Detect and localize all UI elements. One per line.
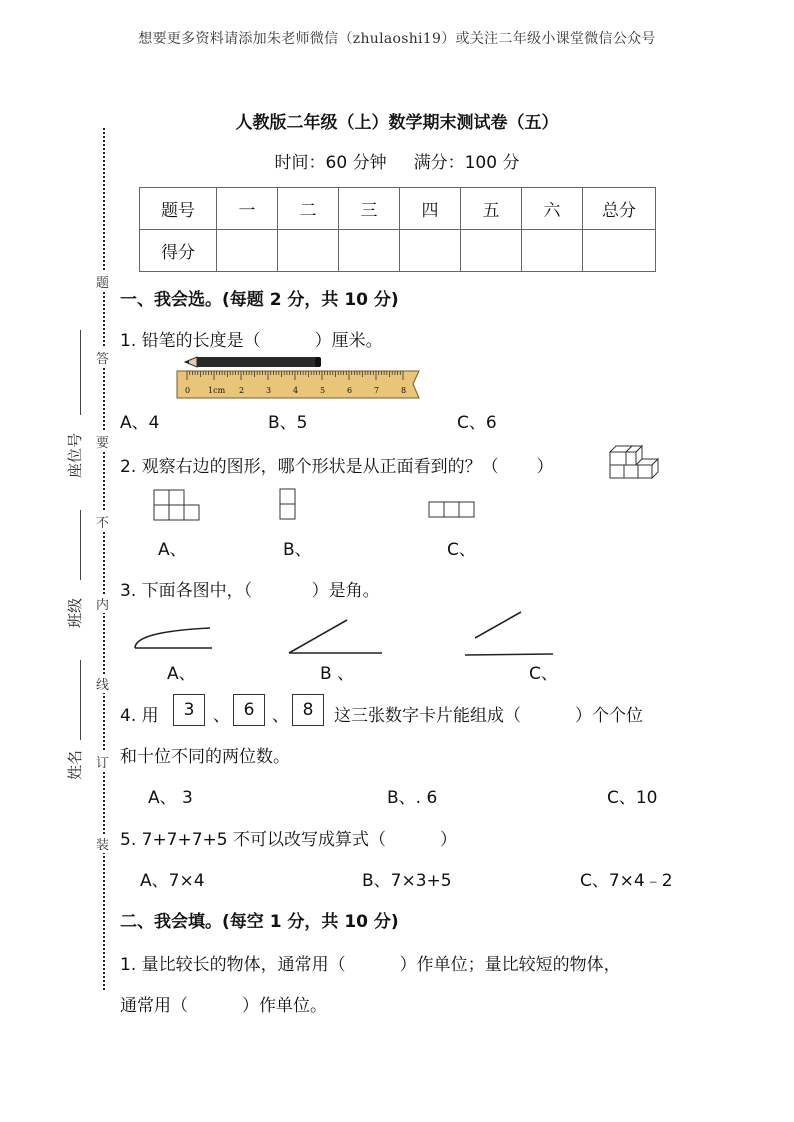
- score-input-cell[interactable]: [583, 230, 656, 272]
- question-3-text: 3. 下面各图中，（ ）是角。: [120, 581, 380, 601]
- question-2-text: 2. 观察右边的图形，哪个形状是从正面看到的？（ ）: [120, 457, 554, 477]
- q4-option-a[interactable]: A、 3: [148, 788, 193, 808]
- gutter-char: 要: [96, 432, 109, 451]
- header-note: 想要更多资料请添加朱老师微信（zhulaoshi19）或关注二年级小课堂微信公众号: [138, 31, 656, 47]
- q3-shape-b-icon: [285, 610, 385, 658]
- gutter-char: 装: [96, 834, 109, 853]
- pencil-ruler-figure: [175, 354, 425, 404]
- question-4-suffix: 这三张数字卡片能组成（ ）个个位: [334, 706, 644, 726]
- gutter-char: 答: [96, 348, 109, 367]
- score-table: [139, 187, 656, 272]
- score-header-cell: 六: [522, 188, 583, 230]
- number-card-3: 3: [173, 694, 205, 726]
- score-input-cell[interactable]: [217, 230, 278, 272]
- q2-shape-b-icon: [279, 488, 299, 522]
- gutter-char: 订: [96, 752, 109, 771]
- q2-shape-a-icon: [153, 489, 205, 523]
- q1-option-a[interactable]: A、4: [120, 413, 160, 433]
- score-header-cell: 题号: [140, 188, 217, 230]
- score-input-cell[interactable]: [400, 230, 461, 272]
- pencil-icon: [185, 357, 321, 367]
- section2-heading: 二、我会填。(每空 1 分，共 10 分): [120, 912, 399, 932]
- ruler-number: 5: [320, 386, 326, 395]
- q4-option-c[interactable]: C、10: [607, 788, 658, 808]
- question-5-text: 5. 7+7+7+5 不可以改写成算式（ ）: [120, 830, 458, 850]
- q3-shape-c-icon: [463, 608, 558, 658]
- seat-line: [80, 330, 81, 415]
- binding-dotted-line: [103, 128, 105, 990]
- section2-question-1-line2: 通常用（ ）作单位。: [120, 996, 328, 1016]
- q4-option-b[interactable]: B、. 6: [387, 788, 438, 808]
- q2-option-c[interactable]: C、: [447, 540, 476, 560]
- question-4-prefix: 4. 用: [120, 706, 159, 726]
- cube-stack-icon: [606, 442, 658, 480]
- q2-option-a[interactable]: A、: [158, 540, 187, 560]
- q2-shape-c-icon: [428, 501, 480, 521]
- q3-shape-a-icon: [130, 605, 220, 655]
- card-separator: 、: [272, 706, 289, 726]
- score-input-cell[interactable]: [339, 230, 400, 272]
- question-1-text: 1. 铅笔的长度是（ ）厘米。: [120, 331, 383, 351]
- ruler-number: 6: [347, 386, 353, 395]
- name-line: [80, 660, 81, 740]
- section2-question-1-line1: 1. 量比较长的物体，通常用（ ）作单位；量比较短的物体，: [120, 955, 621, 975]
- q5-option-a[interactable]: A、7×4: [140, 871, 205, 891]
- q3-option-c[interactable]: C、: [529, 664, 558, 684]
- q5-option-b[interactable]: B、7×3+5: [362, 871, 452, 891]
- score-input-cell[interactable]: [522, 230, 583, 272]
- q1-option-c[interactable]: C、6: [457, 413, 497, 433]
- q1-option-b[interactable]: B、5: [268, 413, 308, 433]
- ruler-number: 3: [266, 386, 272, 395]
- gutter-char: 题: [96, 272, 109, 291]
- class-line: [80, 510, 81, 580]
- card-separator: 、: [213, 706, 230, 726]
- q2-option-b[interactable]: B、: [283, 540, 312, 560]
- score-header-cell: 五: [461, 188, 522, 230]
- gutter-char: 内: [96, 594, 109, 613]
- gutter-char: 不: [96, 512, 109, 531]
- score-header-cell: 二: [278, 188, 339, 230]
- score-input-cell[interactable]: [461, 230, 522, 272]
- score-header-cell: 三: [339, 188, 400, 230]
- exam-info: 时间：60 分钟 满分：100 分: [274, 153, 520, 173]
- ruler-number: 1cm: [208, 386, 226, 395]
- ruler-number: 8: [401, 386, 407, 395]
- name-label: 姓名: [66, 749, 84, 780]
- number-card-8: 8: [292, 694, 324, 726]
- q5-option-c[interactable]: C、7×4﹣2: [580, 871, 673, 891]
- score-input-cell[interactable]: [278, 230, 339, 272]
- score-header-cell: 四: [400, 188, 461, 230]
- score-header-cell: 一: [217, 188, 278, 230]
- ruler-number: 7: [374, 386, 380, 395]
- number-card-6: 6: [233, 694, 265, 726]
- gutter-char: 线: [96, 674, 109, 693]
- ruler-number: 4: [293, 386, 299, 395]
- score-row-label: 得分: [140, 230, 217, 272]
- q3-option-a[interactable]: A、: [167, 664, 196, 684]
- score-header-cell: 总分: [583, 188, 656, 230]
- ruler-number: 2: [239, 386, 245, 395]
- seat-label: 座位号: [66, 432, 84, 478]
- section1-heading: 一、我会选。(每题 2 分，共 10 分): [120, 290, 399, 310]
- q3-option-b[interactable]: B 、: [320, 664, 355, 684]
- ruler-number: 0: [185, 386, 191, 395]
- question-4-line2: 和十位不同的两位数。: [120, 747, 290, 767]
- ruler-icon: [177, 371, 419, 398]
- page-title: 人教版二年级（上）数学期末测试卷（五）: [235, 113, 559, 133]
- class-label: 班级: [66, 597, 84, 628]
